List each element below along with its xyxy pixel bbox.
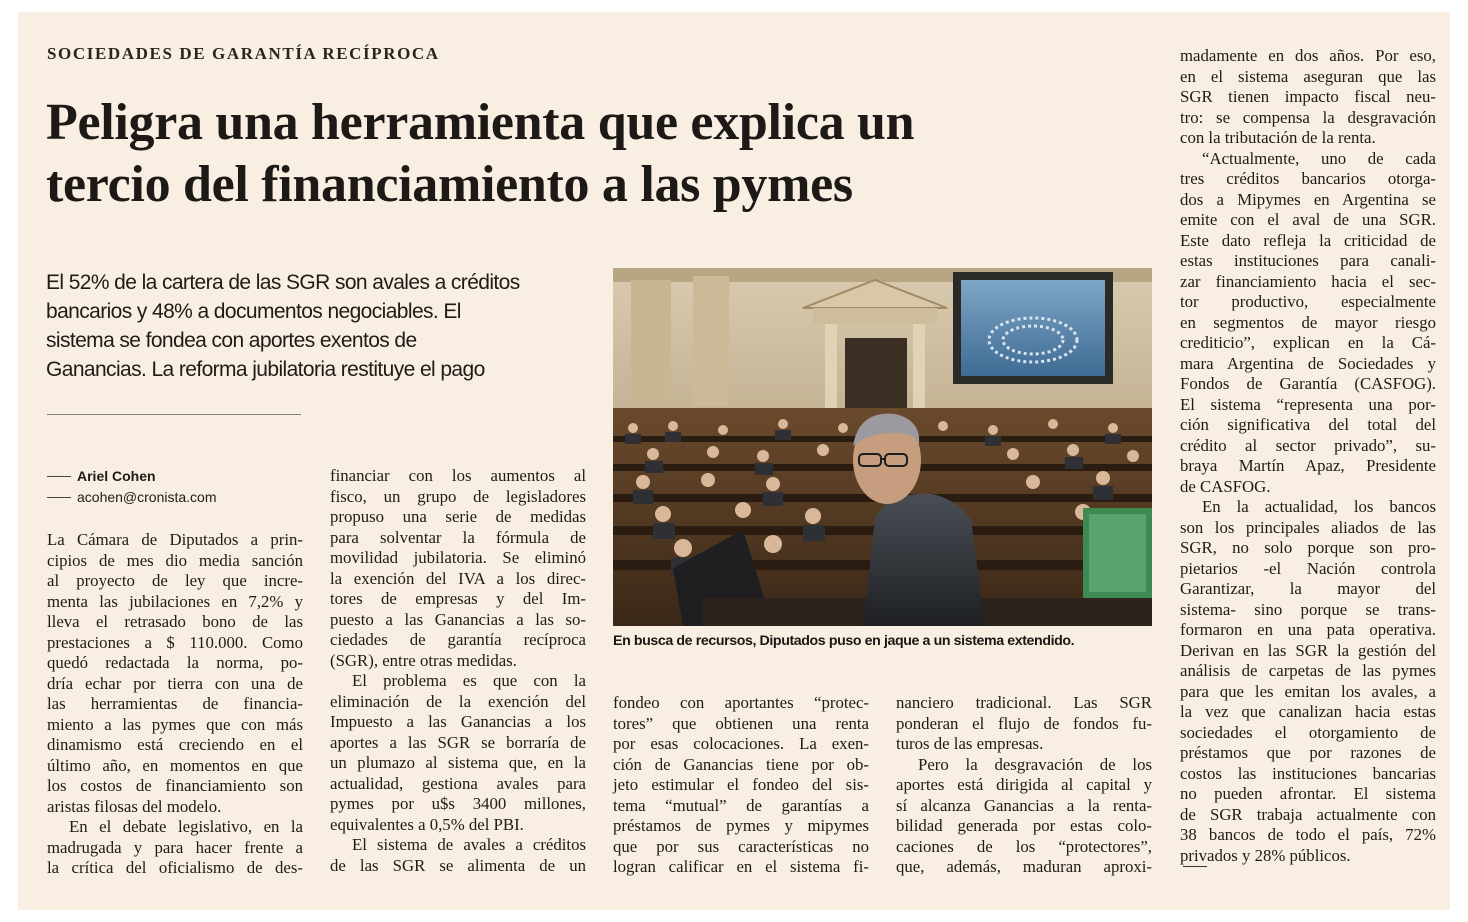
byline — [47, 466, 217, 508]
text-line: aportes a las SGR se borraría de — [330, 732, 586, 752]
text-line: ciedades de garantía recíproca — [330, 630, 586, 649]
text-line: las herramientas de financia- — [47, 694, 303, 713]
text-line: costos las instituciones bancarias — [1180, 763, 1436, 783]
text-line: Derivan en las SGR la gestión del — [1180, 640, 1436, 660]
text-line: privados y 28% públicos. — [1180, 845, 1351, 865]
byline-dash — [47, 497, 71, 498]
text-line: formaron en una pata operativa. — [1180, 620, 1436, 639]
deck-line: El 52% de la cartera de las SGR son avales a créditos — [46, 271, 520, 294]
author-name: Ariel Cohen — [77, 468, 156, 484]
text-line: cipios de mes dio media sanción — [47, 550, 303, 570]
text-line: un plumazo al sistema que, en la — [330, 753, 586, 772]
headline-line: Peligra una herramienta que explica un — [46, 94, 915, 151]
text-line: último año, en momentos en que — [47, 755, 303, 775]
text-line: equivalentes a 0,5% del PBI. — [330, 814, 524, 834]
text-line: madamente en dos años. Por eso, — [1180, 46, 1436, 65]
text-line: SGR, no solo porque son pro- — [1180, 538, 1436, 557]
text-line: aristas filosas del modelo. — [47, 796, 222, 816]
text-line: tor productivo, especialmente — [1180, 292, 1436, 311]
text-line: financiar con los aumentos al — [330, 466, 586, 485]
text-line: Pero la desgravación de los — [918, 754, 1152, 774]
text-line: Impuesto a las Ganancias a los — [330, 712, 586, 731]
chamber-photo — [613, 268, 1152, 626]
deck-line: Ganancias. La reforma jubilatoria restituye el pago — [46, 358, 485, 381]
divider — [47, 414, 301, 415]
text-line: braya Martín Apaz, Presidente — [1180, 456, 1436, 475]
text-line: crédito al sector privado”, su- — [1180, 435, 1436, 455]
text-line: propuso una serie de medidas — [330, 507, 586, 526]
text-line: actualidad, gestiona avales para — [330, 773, 586, 793]
text-line: son los principales aliados de las — [1180, 517, 1436, 537]
text-line: los costos de financiamiento son — [47, 776, 303, 795]
text-line: movilidad jubilatoria. Se eliminó — [330, 548, 586, 567]
text-line: la vez que canalizan hacia estas — [1180, 702, 1436, 721]
text-line: caciones de los “protectores”, — [896, 836, 1152, 856]
text-line: estas instituciones para canali- — [1180, 251, 1436, 270]
deck-subtitle — [46, 268, 606, 384]
text-line: logran calificar en el sistema fi- — [613, 857, 869, 876]
text-line: madrugada y para hacer frente a — [47, 837, 303, 857]
text-line: tema “mutual” de garantías a — [613, 795, 869, 815]
text-line: fisco, un grupo de legisladores — [330, 486, 586, 506]
text-line: emite con el aval de una SGR. — [1180, 210, 1436, 229]
text-line: Garantizar, la mayor del — [1180, 579, 1436, 598]
text-line: menta las jubilaciones en 7,2% y — [47, 591, 303, 611]
text-line: Fondos de Garantía (CASFOG). — [1180, 374, 1436, 393]
article-column-5 — [1180, 46, 1436, 867]
text-line: ción de Ganancias tiene por ob- — [613, 754, 869, 774]
text-line: que por sus características no — [613, 836, 869, 856]
text-line: fondeo con aportantes “protec- — [613, 693, 869, 712]
article-column-2 — [330, 466, 586, 876]
text-line: para que les emitan los avales, a — [1180, 681, 1436, 701]
text-line: eliminación de la exención del — [330, 691, 586, 711]
text-line: de las SGR se alimenta de un — [330, 855, 586, 875]
text-line: de SGR trabaja actualmente con — [1180, 804, 1436, 824]
text-line: SGR tienen impacto fiscal neu- — [1180, 87, 1436, 106]
text-line: no pueden afrontar. El sistema — [1180, 784, 1436, 803]
text-line: ción significativa del total del — [1180, 415, 1436, 434]
text-line: turos de las empresas. — [896, 734, 1044, 753]
text-line: prestaciones a $ 110.000. Como — [47, 632, 303, 652]
text-line: análisis de carpetas de las pymes — [1180, 661, 1436, 680]
headline — [46, 92, 1126, 216]
text-line: 38 bancos de todo el país, 72% — [1180, 825, 1436, 844]
text-line: sociedades el otorgamiento de — [1180, 722, 1436, 742]
photo-caption: En busca de recursos, Diputados puso en jaque a un sistema extendido. — [613, 633, 1075, 649]
text-line: sí alcanza Ganancias a la renta- — [896, 795, 1152, 815]
text-line: dría echar por tierra con una de — [47, 673, 303, 693]
text-line: por esas colocaciones. La exen- — [613, 734, 869, 753]
text-line: sistema- sino porque se trans- — [1180, 599, 1436, 619]
chamber-photo-illustration — [613, 268, 1152, 626]
text-line: para solventar la fórmula de — [330, 527, 586, 547]
author-email[interactable]: acohen@cronista.com — [77, 489, 217, 505]
text-line-last — [1180, 846, 1436, 868]
text-line: la exención del IVA a los direc- — [330, 568, 586, 588]
text-line: préstamos de pymes y mipymes — [613, 816, 869, 835]
deck-line: sistema se fondea con aportes exentos de — [46, 329, 417, 352]
text-line: jeto estimular el fondeo del sis- — [613, 775, 869, 794]
text-line: crediticio”, explican en la Cá- — [1180, 333, 1436, 352]
text-line: puesto a las Ganancias a las so- — [330, 609, 586, 629]
text-line: tres créditos bancarios otorga- — [1180, 169, 1436, 188]
text-line: aportes está dirigida al capital y — [896, 775, 1152, 794]
byline-dash — [47, 476, 71, 477]
text-line: pymes por u$s 3400 millones, — [330, 794, 586, 813]
text-line: pietarios -el Nación controla — [1180, 558, 1436, 578]
text-line: zar financiamiento hacia el sec- — [1180, 271, 1436, 291]
text-line: “Actualmente, uno de cada — [1202, 148, 1436, 168]
end-of-article-mark — [1183, 866, 1207, 867]
text-line: El sistema de avales a créditos — [352, 835, 586, 854]
text-line: tores de empresas y del Im- — [330, 589, 586, 608]
text-line: El problema es que con la — [352, 671, 586, 690]
section-label: SOCIEDADES DE GARANTÍA RECÍPROCA — [47, 44, 440, 63]
text-line: dos a Mipymes en Argentina se — [1180, 189, 1436, 209]
text-line: en segmentos de mayor riesgo — [1180, 312, 1436, 332]
text-line: En la actualidad, los bancos — [1202, 497, 1436, 516]
text-line: miento a las pymes que con más — [47, 714, 303, 734]
article-column-3 — [613, 693, 869, 878]
article-column-4 — [896, 693, 1152, 878]
text-line: que, además, maduran aproxi- — [896, 857, 1152, 876]
text-line: tores” que obtienen una renta — [613, 713, 869, 733]
text-line: mara Argentina de Sociedades y — [1180, 353, 1436, 373]
text-line: ponderan el flujo de fondos fu- — [896, 713, 1152, 733]
text-line: dinamismo está creciendo en el — [47, 735, 303, 754]
text-line: de CASFOG. — [1180, 476, 1271, 496]
text-line: nanciero tradicional. Las SGR — [896, 693, 1152, 712]
article-column-1 — [47, 530, 303, 879]
text-line: Este dato refleja la criticidad de — [1180, 230, 1436, 250]
text-line: la crítica del oficialismo de des- — [47, 858, 303, 877]
deck-line: bancarios y 48% a documentos negociables. El — [46, 300, 461, 323]
headline-line: tercio del financiamiento a las pymes — [46, 156, 853, 213]
text-line: préstamos que por razones de — [1180, 743, 1436, 762]
text-line: El sistema “representa una por- — [1180, 394, 1436, 414]
text-line: quedó redactada la norma, po- — [47, 653, 303, 672]
text-line: con la tributación de la renta. — [1180, 128, 1376, 147]
text-line: (SGR), entre otras medidas. — [330, 650, 517, 670]
text-line: lleva el retrasado bono de las — [47, 612, 303, 631]
text-line: tro: se compensa la desgravación — [1180, 107, 1436, 127]
text-line: en el sistema aseguran que las — [1180, 66, 1436, 86]
text-line: al proyecto de ley que incre- — [47, 571, 303, 590]
text-line: La Cámara de Diputados a prin- — [47, 530, 303, 549]
text-line: En el debate legislativo, en la — [69, 817, 303, 836]
text-line: bilidad generada por estas colo- — [896, 816, 1152, 835]
